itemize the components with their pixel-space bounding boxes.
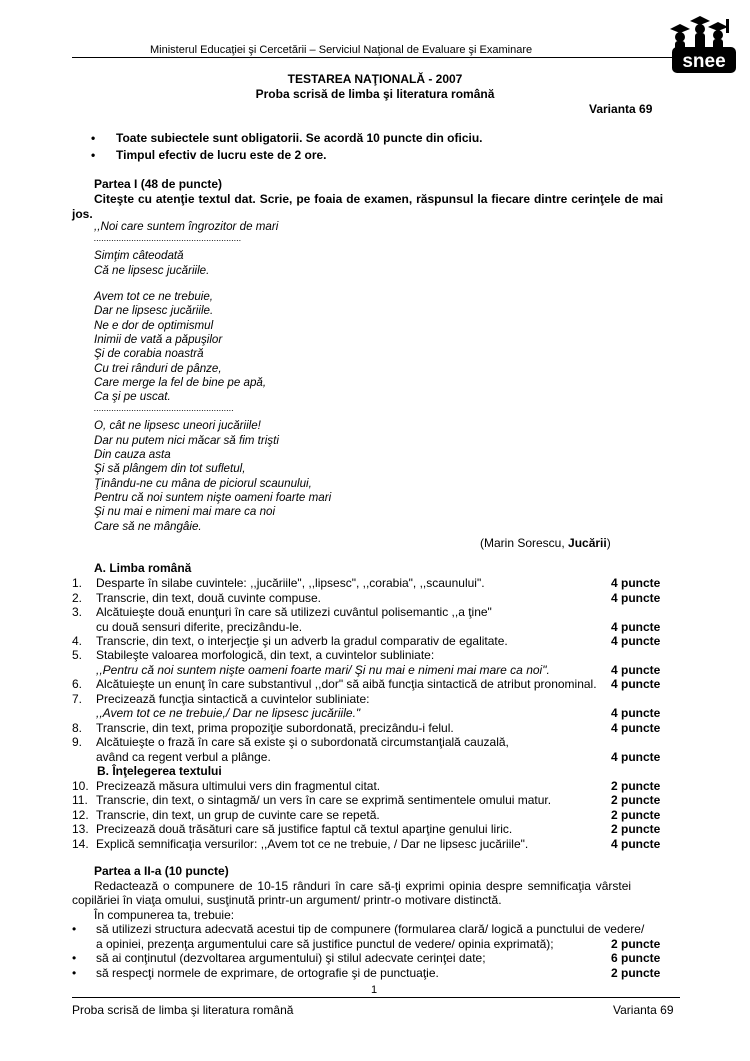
item-points: 2 puncte	[611, 822, 661, 836]
poem-line: Inimii de vată a păpuşilor	[94, 333, 223, 346]
item-number: 13.	[72, 822, 89, 836]
instruction-bullet-2: •	[91, 148, 96, 162]
poem-line: Care să ne mângâie.	[94, 520, 202, 533]
item-points: 2 puncte	[611, 808, 661, 822]
item-points: 6 puncte	[611, 951, 661, 965]
ministry-header: Ministerul Educaţiei şi Cercetării – Serviciul Naţional de Evaluare şi Examinare	[150, 44, 533, 56]
part2-bullet: să ai conţinutul (dezvoltarea argumentului) şi stilul adecvate cerinţei date;	[96, 951, 486, 965]
item-text: Stabileşte valoarea morfologică, din text, a cuvintelor subliniate:	[96, 648, 435, 662]
item-text: având ca regent verbul a plânge.	[96, 750, 271, 764]
item-number: 14.	[72, 837, 89, 851]
poem-line: Ca şi pe uscat.	[94, 390, 171, 403]
poem-line: Din cauza asta	[94, 448, 171, 461]
item-text: Explică semnificaţia versurilor: ,,Avem tot ce ne trebuie, / Dar ne lipsesc jucăriile".	[96, 837, 529, 851]
poem-line: Dar nu putem nici măcar să fim trişti	[94, 434, 279, 447]
poem-line: Şi să plângem din tot sufletul,	[94, 462, 246, 475]
item-points: 4 puncte	[611, 721, 661, 735]
instruction-2: Timpul efectiv de lucru este de 2 ore.	[116, 148, 327, 162]
item-points: 4 puncte	[611, 837, 661, 851]
poem-line: Cu trei rânduri de pânze,	[94, 362, 222, 375]
item-points: 4 puncte	[611, 591, 661, 605]
instruction-bullet-1: •	[91, 131, 96, 145]
part1-prompt: Citeşte cu atenţie textul dat. Scrie, pe foaia de examen, răspunsul la fiecare dintre cerinţele de mai	[94, 192, 664, 206]
poem-line: ,,Noi care suntem îngrozitor de mari	[94, 220, 279, 233]
part2-bullet: să respecţi normele de exprimare, de ortografie şi de punctuaţie.	[96, 966, 439, 980]
item-number: 8.	[72, 721, 83, 735]
item-points: 4 puncte	[611, 750, 661, 764]
item-text-quote: ,,Avem tot ce ne trebuie,/ Dar ne lipsesc jucăriile."	[96, 706, 361, 720]
item-text: Precizează funcţia sintactică a cuvintelor subliniate:	[96, 692, 370, 706]
part2-intro: În compunerea ta, trebuie:	[94, 908, 235, 922]
item-points: 4 puncte	[611, 576, 661, 590]
part1-prompt-end: jos.	[72, 207, 93, 221]
poem-line: Şi de corabia noastră	[94, 347, 204, 360]
exam-subtitle: Proba scrisă de limba şi literatura română	[255, 87, 495, 101]
item-text: Precizează două trăsături care să justifice faptul că textul aparţine genului liric.	[96, 822, 513, 836]
item-number: 5.	[72, 648, 83, 662]
item-text: Transcrie, din text, o interjecţie şi un adverb la gradul comparativ de egalitate.	[96, 634, 508, 648]
item-text-quote: ,,Pentru că noi suntem nişte oameni foarte mari/ Şi nu mai e nimeni mai mare ca noi".	[96, 663, 550, 677]
item-points: 2 puncte	[611, 779, 661, 793]
poem-ellipsis: ........................................................	[94, 403, 235, 413]
item-points: 4 puncte	[611, 663, 661, 677]
item-points: 4 puncte	[611, 620, 661, 634]
item-points: 2 puncte	[611, 793, 661, 807]
item-number: 4.	[72, 634, 83, 648]
item-points: 2 puncte	[611, 937, 661, 951]
poem-source-prefix: (Marin Sorescu,	[480, 536, 569, 550]
item-text: Alcătuieşte două enunţuri în care să utilizezi cuvântul polisemantic ,,a ţine"	[96, 605, 492, 619]
poem-line: Şi nu mai e nimeni mai mare ca noi	[94, 505, 276, 518]
item-number: 12.	[72, 808, 89, 822]
poem-line: Simţim câteodată	[94, 249, 184, 262]
part2-bullet-cont: a opiniei, prezenţa argumentului care să justifice punctul de vedere/ opinia exprimată);	[96, 937, 554, 951]
item-number: 1.	[72, 576, 83, 590]
item-text: Desparte în silabe cuvintele: ,,jucăriile", ,,lipsesc", ,,corabia", ,,scaunului".	[96, 576, 485, 590]
item-number: 7.	[72, 692, 83, 706]
variant-label: Varianta 69	[589, 102, 653, 116]
poem-ellipsis: ...........................................................	[94, 233, 242, 243]
item-points: 4 puncte	[611, 677, 661, 691]
poem-line: Că ne lipsesc jucăriile.	[94, 264, 210, 277]
part2-paragraph: Redactează o compunere de 10-15 rânduri în care să-ţi exprimi opinia despre semnificaţia vârstei	[94, 879, 632, 893]
poem-line: Ţinându-ne cu mâna de piciorul scaunului,	[94, 477, 312, 490]
item-number: 11.	[72, 793, 88, 807]
item-text: Alcătuieşte un enunţ în care substantivul ,,dor" să aibă funcţia sintactică de atribut pronominal.	[96, 677, 597, 691]
poem-line: Ne e dor de optimismul	[94, 319, 214, 332]
logo-text: snee	[682, 51, 726, 72]
footer-left: Proba scrisă de limba şi literatura română	[72, 1003, 294, 1017]
bullet: •	[72, 922, 77, 936]
item-text: cu două sensuri diferite, precizându-le.	[96, 620, 303, 634]
bullet: •	[72, 951, 77, 965]
bullet: •	[72, 966, 77, 980]
section-a-heading: A. Limba română	[94, 561, 192, 575]
item-points: 4 puncte	[611, 634, 661, 648]
instruction-1: Toate subiectele sunt obligatorii. Se acordă 10 puncte din oficiu.	[116, 131, 483, 145]
item-points: 2 puncte	[611, 966, 661, 980]
poem-line: Care merge la fel de bine pe apă,	[94, 376, 267, 389]
item-number: 2.	[72, 591, 83, 605]
poem-line: Pentru că noi suntem nişte oameni foarte mari	[94, 491, 332, 504]
poem-source-title: Jucării	[568, 536, 607, 550]
header-rule	[72, 57, 680, 58]
footer-rule	[72, 997, 680, 998]
exam-title: TESTAREA NAŢIONALĂ - 2007	[287, 72, 463, 86]
item-points: 4 puncte	[611, 706, 661, 720]
part2-bullet: să utilizezi structura adecvată acestui tip de compunere (formularea clară/ logică a punctului de vedere/	[96, 922, 645, 936]
poem-line: O, cât ne lipsesc uneori jucăriile!	[94, 419, 261, 432]
item-text: Transcrie, din text, două cuvinte compuse.	[96, 591, 321, 605]
poem-line: Dar ne lipsesc jucăriile.	[94, 304, 214, 317]
item-text: Alcătuieşte o frază în care să existe şi o subordonată circumstanţială cauzală,	[96, 735, 509, 749]
part2-paragraph-cont: copilăriei în viaţa omului, susţinută printr-un argument/ printr-o motivare distinctă.	[72, 893, 502, 907]
item-number: 9.	[72, 735, 83, 749]
footer-right: Varianta 69	[613, 1003, 674, 1017]
poem-source-suffix: )	[606, 536, 611, 550]
section-b-heading: B. Înţelegerea textului	[97, 764, 222, 778]
item-text: Transcrie, din text, o sintagmă/ un vers în care se exprimă sentimentele omului matur.	[96, 793, 552, 807]
poem-source	[480, 536, 611, 550]
poem-line: Avem tot ce ne trebuie,	[94, 290, 214, 303]
item-number: 6.	[72, 677, 83, 691]
part1-heading: Partea I (48 de puncte)	[94, 177, 223, 191]
item-text: Transcrie, din text, prima propoziţie subordonată, precizându-i felul.	[96, 721, 454, 735]
item-text: Precizează măsura ultimului vers din fragmentul citat.	[96, 779, 381, 793]
item-number: 10.	[72, 779, 89, 793]
snee-logo	[666, 13, 738, 73]
item-number: 3.	[72, 605, 83, 619]
item-text: Transcrie, din text, un grup de cuvinte care se repetă.	[96, 808, 380, 822]
part2-heading: Partea a II-a (10 puncte)	[94, 864, 229, 878]
page-number: 1	[371, 984, 378, 996]
